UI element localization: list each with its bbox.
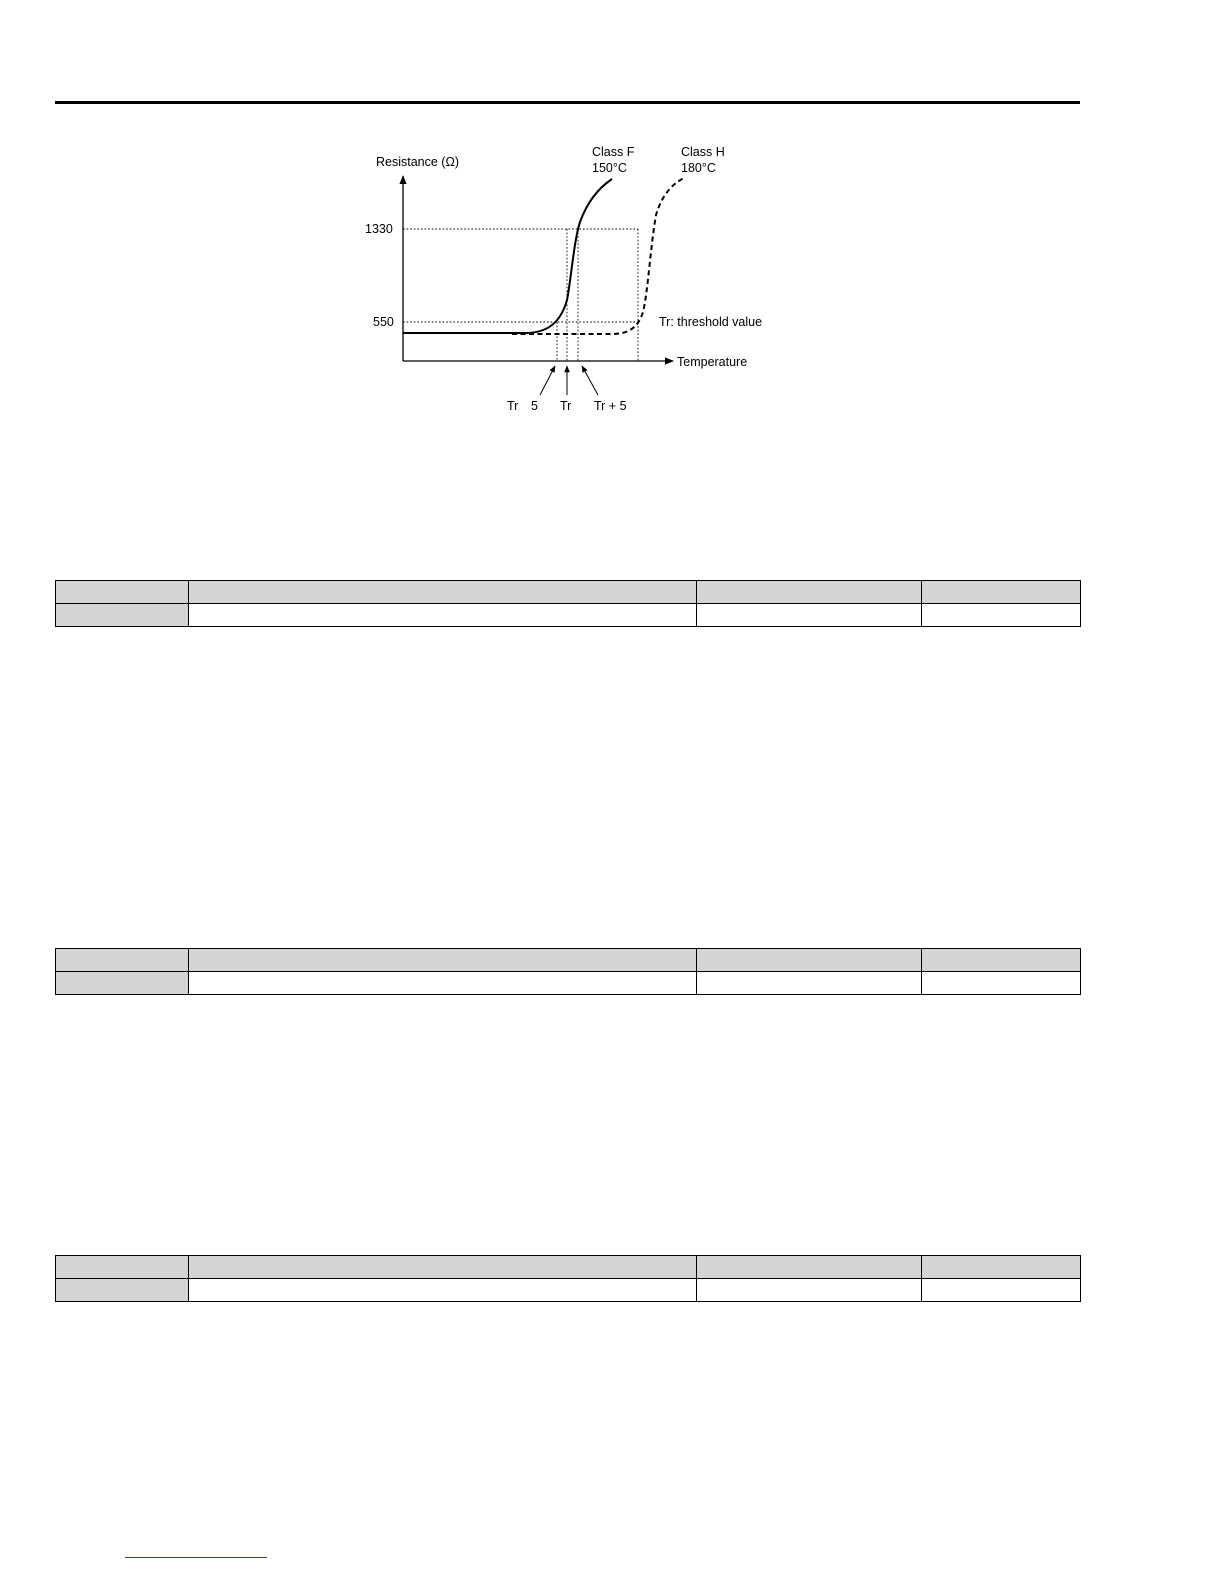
parameter-table-1 (55, 580, 1081, 627)
table-row (56, 1279, 1081, 1302)
table-header-row (56, 949, 1081, 972)
y-tick-low: 550 (373, 315, 394, 329)
header-cell (189, 949, 697, 972)
class-f-temp: 150°C (592, 161, 627, 175)
header-cell (922, 581, 1081, 604)
y-axis-label: Resistance (Ω) (376, 155, 459, 169)
table-cell (697, 604, 922, 627)
table-cell (189, 972, 697, 995)
x-axis-label: Temperature (677, 355, 748, 369)
table-cell (922, 1279, 1081, 1302)
table-cell (56, 972, 189, 995)
table-cell (56, 1279, 189, 1302)
header-cell (189, 1256, 697, 1279)
header-cell (697, 1256, 922, 1279)
header-cell (56, 949, 189, 972)
marker-plus: Tr + 5 (594, 399, 627, 413)
table-row (56, 604, 1081, 627)
ptc-resistance-figure (0, 0, 1224, 440)
marker-minus-value: 5 (531, 399, 538, 413)
header-cell (922, 1256, 1081, 1279)
class-h-curve (512, 178, 684, 334)
table-cell (922, 604, 1081, 627)
tr-minus-arrow (540, 366, 555, 395)
table-row (56, 972, 1081, 995)
header-cell (189, 581, 697, 604)
header-cell (922, 949, 1081, 972)
table-cell (189, 1279, 697, 1302)
class-h-temp: 180°C (681, 161, 716, 175)
y-tick-high: 1330 (365, 222, 393, 236)
table-cell (56, 604, 189, 627)
parameter-table-3 (55, 1255, 1081, 1302)
table-cell (922, 972, 1081, 995)
table-cell (189, 604, 697, 627)
tr-plus-arrow (582, 366, 598, 395)
parameter-table-2 (55, 948, 1081, 995)
table-cell (697, 1279, 922, 1302)
footer-link-underline[interactable] (125, 1557, 267, 1558)
guide-lines (403, 229, 638, 361)
header-cell (56, 1256, 189, 1279)
header-cell (56, 581, 189, 604)
threshold-note: Tr: threshold value (659, 315, 763, 329)
marker-minus-prefix: Tr (507, 399, 519, 413)
class-f-curve (403, 179, 612, 333)
header-cell (697, 581, 922, 604)
table-header-row (56, 1256, 1081, 1279)
table-header-row (56, 581, 1081, 604)
header-cell (697, 949, 922, 972)
class-h-label: Class H (681, 145, 725, 159)
marker-center: Tr (560, 399, 572, 413)
class-f-label: Class F (592, 145, 635, 159)
table-cell (697, 972, 922, 995)
